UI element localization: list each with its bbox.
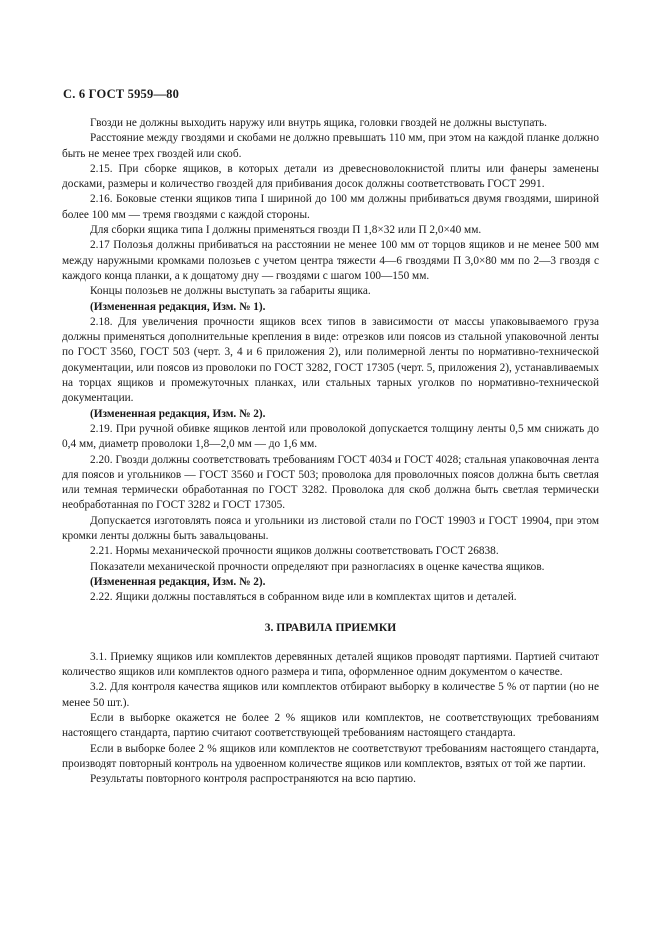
paragraph: Для сборки ящика типа I должны применяться гвозди П 1,8×32 или П 2,0×40 мм. (90, 224, 482, 237)
paragraph: Если в выборке более 2 % ящиков или комплектов не соответствуют требованиям настоящего стандарта, производят повторный контроль на удвоенном количестве ящиков или комплектов, взятых от той же партии. (62, 742, 599, 770)
section-3-paragraphs (62, 650, 599, 788)
paragraph: Показатели механической прочности определяют при разногласиях в оценке качества ящиков. (90, 560, 545, 573)
amendment-note: (Измененная редакция, Изм. № 1). (90, 300, 266, 313)
paragraph: Концы полозьев не должны выступать за габариты ящика. (90, 285, 371, 298)
paragraph: 2.20. Гвозди должны соответствовать требованиям ГОСТ 4034 и ГОСТ 4028; стальная упаковочная лента для поясов и угольников — ГОСТ 3560 и ГОСТ 503; проволока для проволочных поясов должна быть светлая или темная термически обработанная по ГОСТ 3282. Проволока для скоб должна быть светлая термически необработанная по ГОСТ 3282 и ГОСТ 17305. (62, 453, 599, 512)
paragraph: 2.22. Ящики должны поставляться в собранном виде или в комплектах щитов и деталей. (90, 591, 517, 604)
paragraph: 2.19. При ручной обивке ящиков лентой или проволокой допускается толщину ленты 0,5 мм снижать до 0,4 мм, диаметр проволоки 1,8—2,0 мм — до 1,6 мм. (62, 422, 599, 451)
paragraph: Допускается изготовлять пояса и угольники из листовой стали по ГОСТ 19903 и ГОСТ 19904, при этом кромки ленты должны быть завальцованы. (62, 514, 599, 543)
paragraph: Результаты повторного контроля распространяются на всю партию. (90, 773, 416, 786)
amendment-note: (Измененная редакция, Изм. № 2). (90, 407, 266, 420)
document-body (62, 116, 599, 787)
section-2-paragraphs (62, 116, 599, 606)
amendment-note: (Измененная редакция, Изм. № 2). (90, 575, 266, 588)
paragraph: 3.1. Приемку ящиков или комплектов деревянных деталей ящиков проводят партиями. Партией считают количество ящиков или комплектов одного размера и типа, оформленное одним документом о качестве. (62, 650, 599, 679)
section-title: 3. ПРАВИЛА ПРИЕМКИ (264, 621, 397, 634)
paragraph: Гвозди не должны выходить наружу или внутрь ящика, головки гвоздей не должны выступать. (90, 117, 547, 129)
paragraph: 2.21. Нормы механической прочности ящиков должны соответствовать ГОСТ 26838. (90, 545, 499, 558)
paragraph: 2.17 Полозья должны прибиваться на расстоянии не менее 100 мм от торцов ящиков и не менее 500 мм между наружными кромками полозьев с учетом центра тяжести 4—6 гвоздями П 3,0×80 мм по 2—3 гвоздя с каждого конца планки, а к дощатому дну — гвоздями с шагом 100—150 мм. (62, 239, 599, 282)
paragraph: 2.16. Боковые стенки ящиков типа I шириной до 100 мм должны прибиваться двумя гвоздями, шириной более 100 мм — тремя гвоздями с каждой стороны. (62, 193, 599, 221)
page-header: С. 6 ГОСТ 5959—80 (63, 87, 180, 101)
paragraph: 3.2. Для контроля качества ящиков или комплектов отбирают выборку в количестве 5 % от партии (но не менее 50 шт.). (62, 681, 599, 709)
paragraph: Расстояние между гвоздями и скобами не должно превышать 110 мм, при этом на каждой планке должно быть не менее трех гвоздей или скоб. (62, 132, 599, 160)
paragraph: Если в выборке окажется не более 2 % ящиков или комплектов, не соответствующих требованиям настоящего стандарта, партию считают соответствующей требованиям настоящего стандарта. (62, 711, 599, 740)
paragraph: 2.18. Для увеличения прочности ящиков всех типов в зависимости от массы упаковываемого груза должны применяться дополнительные крепления в виде: отрезков или поясов из стальной упаковочной ленты по ГОСТ 3560, ГОСТ 503 (черт. 3, 4 и 6 приложения 2), или полимерной ленты по нормативно-технической документации, или поясов из проволоки по ГОСТ 3282, ГОСТ 17305 (черт. 5, приложения 2), устанавливаемых на торцах ящиков и промежуточных планках, или стальных тарных уголков по нормативно-технической документации. (62, 315, 599, 405)
paragraph: 2.15. При сборке ящиков, в которых детали из древесноволокнистой плиты или фанеры заменены досками, размеры и количество гвоздей для прибивания досок должны соответствовать ГОСТ 2991. (62, 162, 599, 191)
